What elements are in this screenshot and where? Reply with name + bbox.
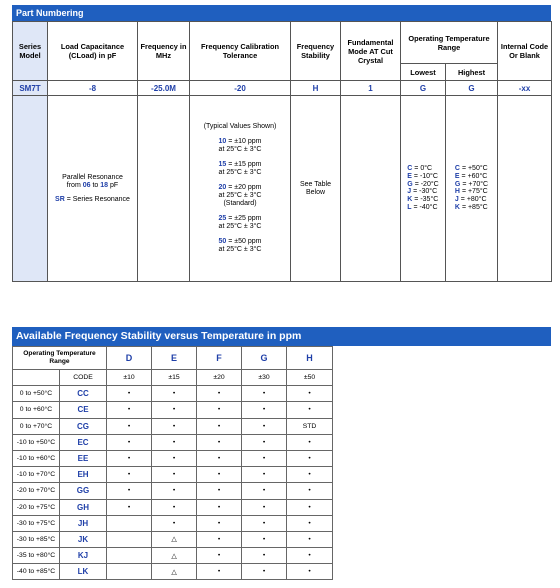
ppm-header: ±30 [242, 370, 287, 386]
availability-cell: • [107, 386, 152, 402]
ppm-header: ±10 [107, 370, 152, 386]
availability-cell: • [287, 434, 333, 450]
availability-cell: • [107, 483, 152, 499]
grade-header: H [287, 347, 333, 370]
availability-cell: • [107, 402, 152, 418]
availability-cell: • [287, 548, 333, 564]
availability-cell: • [107, 499, 152, 515]
table-row [13, 467, 333, 483]
temp-list-item: K = +85°C [454, 203, 488, 211]
code-header: CODE [60, 370, 107, 386]
availability-cell: • [197, 434, 242, 450]
tolerance-list [190, 96, 291, 282]
load-line1: Parallel Resonance [62, 173, 123, 181]
value-calibration: -20 [190, 81, 291, 96]
temp-code: JH [60, 515, 107, 531]
availability-cell: • [152, 483, 197, 499]
temp-range: -30 to +85°C [13, 531, 60, 547]
table-row [13, 434, 333, 450]
header-operating-temperature: Operating Temperature Range [401, 22, 498, 64]
availability-cell: • [287, 499, 333, 515]
availability-cell: • [287, 483, 333, 499]
ppm-header: ±15 [152, 370, 197, 386]
temp-code: GG [60, 483, 107, 499]
availability-cell: • [197, 467, 242, 483]
stability-note: See Table Below [291, 96, 341, 282]
ppm-header: ±50 [287, 370, 333, 386]
temp-list-item: G = -20°C [407, 180, 439, 188]
value-internal: -xx [498, 81, 552, 96]
value-fundamental: 1 [341, 81, 401, 96]
value-highest: G [446, 81, 498, 96]
availability-cell: • [197, 483, 242, 499]
temp-range: -35 to +80°C [13, 548, 60, 564]
temp-code: CE [60, 402, 107, 418]
temp-range: 0 to +60°C [13, 402, 60, 418]
header-lowest: Lowest [401, 64, 446, 81]
series-body [13, 96, 48, 282]
availability-cell: • [107, 434, 152, 450]
temp-list-item: J = +80°C [454, 196, 487, 204]
availability-cell: • [152, 386, 197, 402]
header-calibration: Frequency Calibration Tolerance [190, 22, 291, 81]
temp-list-item: E = +60°C [454, 172, 488, 180]
availability-cell: • [287, 467, 333, 483]
header-fundamental: Fundamental Mode AT Cut Crystal [341, 22, 401, 81]
availability-cell: • [152, 402, 197, 418]
header-highest: Highest [446, 64, 498, 81]
grade-header: D [107, 347, 152, 370]
availability-cell: STD [287, 418, 333, 434]
availability-cell: • [197, 450, 242, 466]
availability-cell: • [287, 402, 333, 418]
header-frequency: Frequency in MHz [138, 22, 190, 81]
table-row [13, 386, 333, 402]
temp-list-item: G = +70°C [454, 180, 489, 188]
availability-cell: • [197, 531, 242, 547]
table-row [13, 515, 333, 531]
load-line2: from 06 to 18 pF [66, 181, 119, 189]
temp-code: CG [60, 418, 107, 434]
availability-cell: • [242, 467, 287, 483]
availability-cell: △ [152, 564, 197, 580]
temp-range: -10 to +50°C [13, 434, 60, 450]
temp-code: EH [60, 467, 107, 483]
availability-cell: • [242, 402, 287, 418]
value-stability: H [291, 81, 341, 96]
header-stability: Frequency Stability [291, 22, 341, 81]
availability-cell [107, 548, 152, 564]
table-row [13, 499, 333, 515]
availability-cell: • [242, 450, 287, 466]
temp-range: -20 to +75°C [13, 499, 60, 515]
availability-cell: • [242, 548, 287, 564]
availability-cell: • [197, 499, 242, 515]
table-row [13, 402, 333, 418]
availability-cell: • [107, 418, 152, 434]
temp-list-item: H = +75°C [454, 188, 488, 196]
table-row [13, 531, 333, 547]
temp-range: -20 to +70°C [13, 483, 60, 499]
availability-cell: • [242, 531, 287, 547]
value-series: SM7T [13, 81, 48, 96]
availability-cell: • [287, 386, 333, 402]
table-row [13, 483, 333, 499]
temp-code: LK [60, 564, 107, 580]
temp-range: 0 to +70°C [13, 418, 60, 434]
lowest-list [401, 96, 446, 282]
value-load: -8 [48, 81, 138, 96]
grade-header: F [197, 347, 242, 370]
temp-list-item: K = -35°C [407, 196, 439, 204]
stability-table [12, 346, 333, 580]
availability-cell: • [152, 434, 197, 450]
grade-header: E [152, 347, 197, 370]
table-row [13, 564, 333, 580]
part-numbering-title: Part Numbering [12, 5, 551, 21]
tolerance-item: 25 = ±25 ppm at 25°C ± 3°C [218, 215, 262, 230]
availability-cell: • [197, 564, 242, 580]
stability-title: Available Frequency Stability versus Temperature in ppm [12, 327, 551, 346]
availability-cell: • [152, 450, 197, 466]
header-series-model: Series Model [13, 22, 48, 81]
temp-list-item: E = -10°C [407, 172, 438, 180]
availability-cell: • [152, 515, 197, 531]
availability-cell: • [287, 564, 333, 580]
stability-section [12, 327, 551, 580]
part-numbering-table [12, 21, 552, 282]
availability-cell: • [107, 467, 152, 483]
availability-cell: • [242, 386, 287, 402]
temp-code: EC [60, 434, 107, 450]
availability-cell: • [287, 531, 333, 547]
availability-cell: • [197, 402, 242, 418]
temp-list-item: J = -30°C [407, 188, 438, 196]
temp-code: KJ [60, 548, 107, 564]
availability-cell: △ [152, 548, 197, 564]
availability-cell: • [197, 515, 242, 531]
tolerance-item: 10 = ±10 ppm at 25°C ± 3°C [218, 138, 262, 153]
availability-cell: • [197, 386, 242, 402]
availability-cell: • [152, 467, 197, 483]
load-description [48, 96, 138, 282]
temp-list-item: C = 0°C [407, 165, 433, 172]
tolerance-intro: (Typical Values Shown) [203, 123, 277, 130]
availability-cell [107, 515, 152, 531]
load-line3: SR = Series Resonance [55, 195, 130, 203]
availability-cell: • [152, 418, 197, 434]
temp-range: -10 to +60°C [13, 450, 60, 466]
grade-header: G [242, 347, 287, 370]
temp-code: GH [60, 499, 107, 515]
availability-cell: • [242, 434, 287, 450]
temp-code: CC [60, 386, 107, 402]
availability-cell: • [287, 450, 333, 466]
temp-list-item: L = -40°C [407, 203, 438, 211]
table-row [13, 548, 333, 564]
availability-cell: • [197, 418, 242, 434]
fundamental-body [341, 96, 401, 282]
tolerance-item: 20 = ±20 ppm at 25°C ± 3°C (Standard) [218, 184, 262, 207]
availability-cell: • [242, 515, 287, 531]
availability-cell: • [197, 548, 242, 564]
op-temp-header: Operating Temperature Range [13, 347, 107, 370]
availability-cell: • [242, 564, 287, 580]
availability-cell [107, 531, 152, 547]
internal-body [498, 96, 552, 282]
part-numbering-section [12, 5, 551, 282]
tolerance-item: 50 = ±50 ppm at 25°C ± 3°C [218, 238, 262, 253]
temp-range: -30 to +75°C [13, 515, 60, 531]
frequency-body [138, 96, 190, 282]
tolerance-item: 15 = ±15 ppm at 25°C ± 3°C [218, 161, 262, 176]
table-row [13, 418, 333, 434]
availability-cell: • [242, 483, 287, 499]
header-load-capacitance: Load Capacitance (CLoad) in pF [48, 22, 138, 81]
availability-cell: • [152, 499, 197, 515]
availability-cell: △ [152, 531, 197, 547]
temp-range: 0 to +50°C [13, 386, 60, 402]
temp-code: JK [60, 531, 107, 547]
temp-range: -40 to +85°C [13, 564, 60, 580]
value-frequency: -25.0M [138, 81, 190, 96]
temp-list-item: C = +50°C [454, 165, 488, 172]
ppm-header: ±20 [197, 370, 242, 386]
availability-cell: • [287, 515, 333, 531]
value-lowest: G [401, 81, 446, 96]
table-row [13, 450, 333, 466]
availability-cell: • [242, 499, 287, 515]
temp-code: EE [60, 450, 107, 466]
highest-list [446, 96, 498, 282]
availability-cell [107, 564, 152, 580]
availability-cell: • [107, 450, 152, 466]
temp-range: -10 to +70°C [13, 467, 60, 483]
availability-cell: • [242, 418, 287, 434]
range-header-blank [13, 370, 60, 386]
header-internal-code: Internal Code Or Blank [498, 22, 552, 81]
